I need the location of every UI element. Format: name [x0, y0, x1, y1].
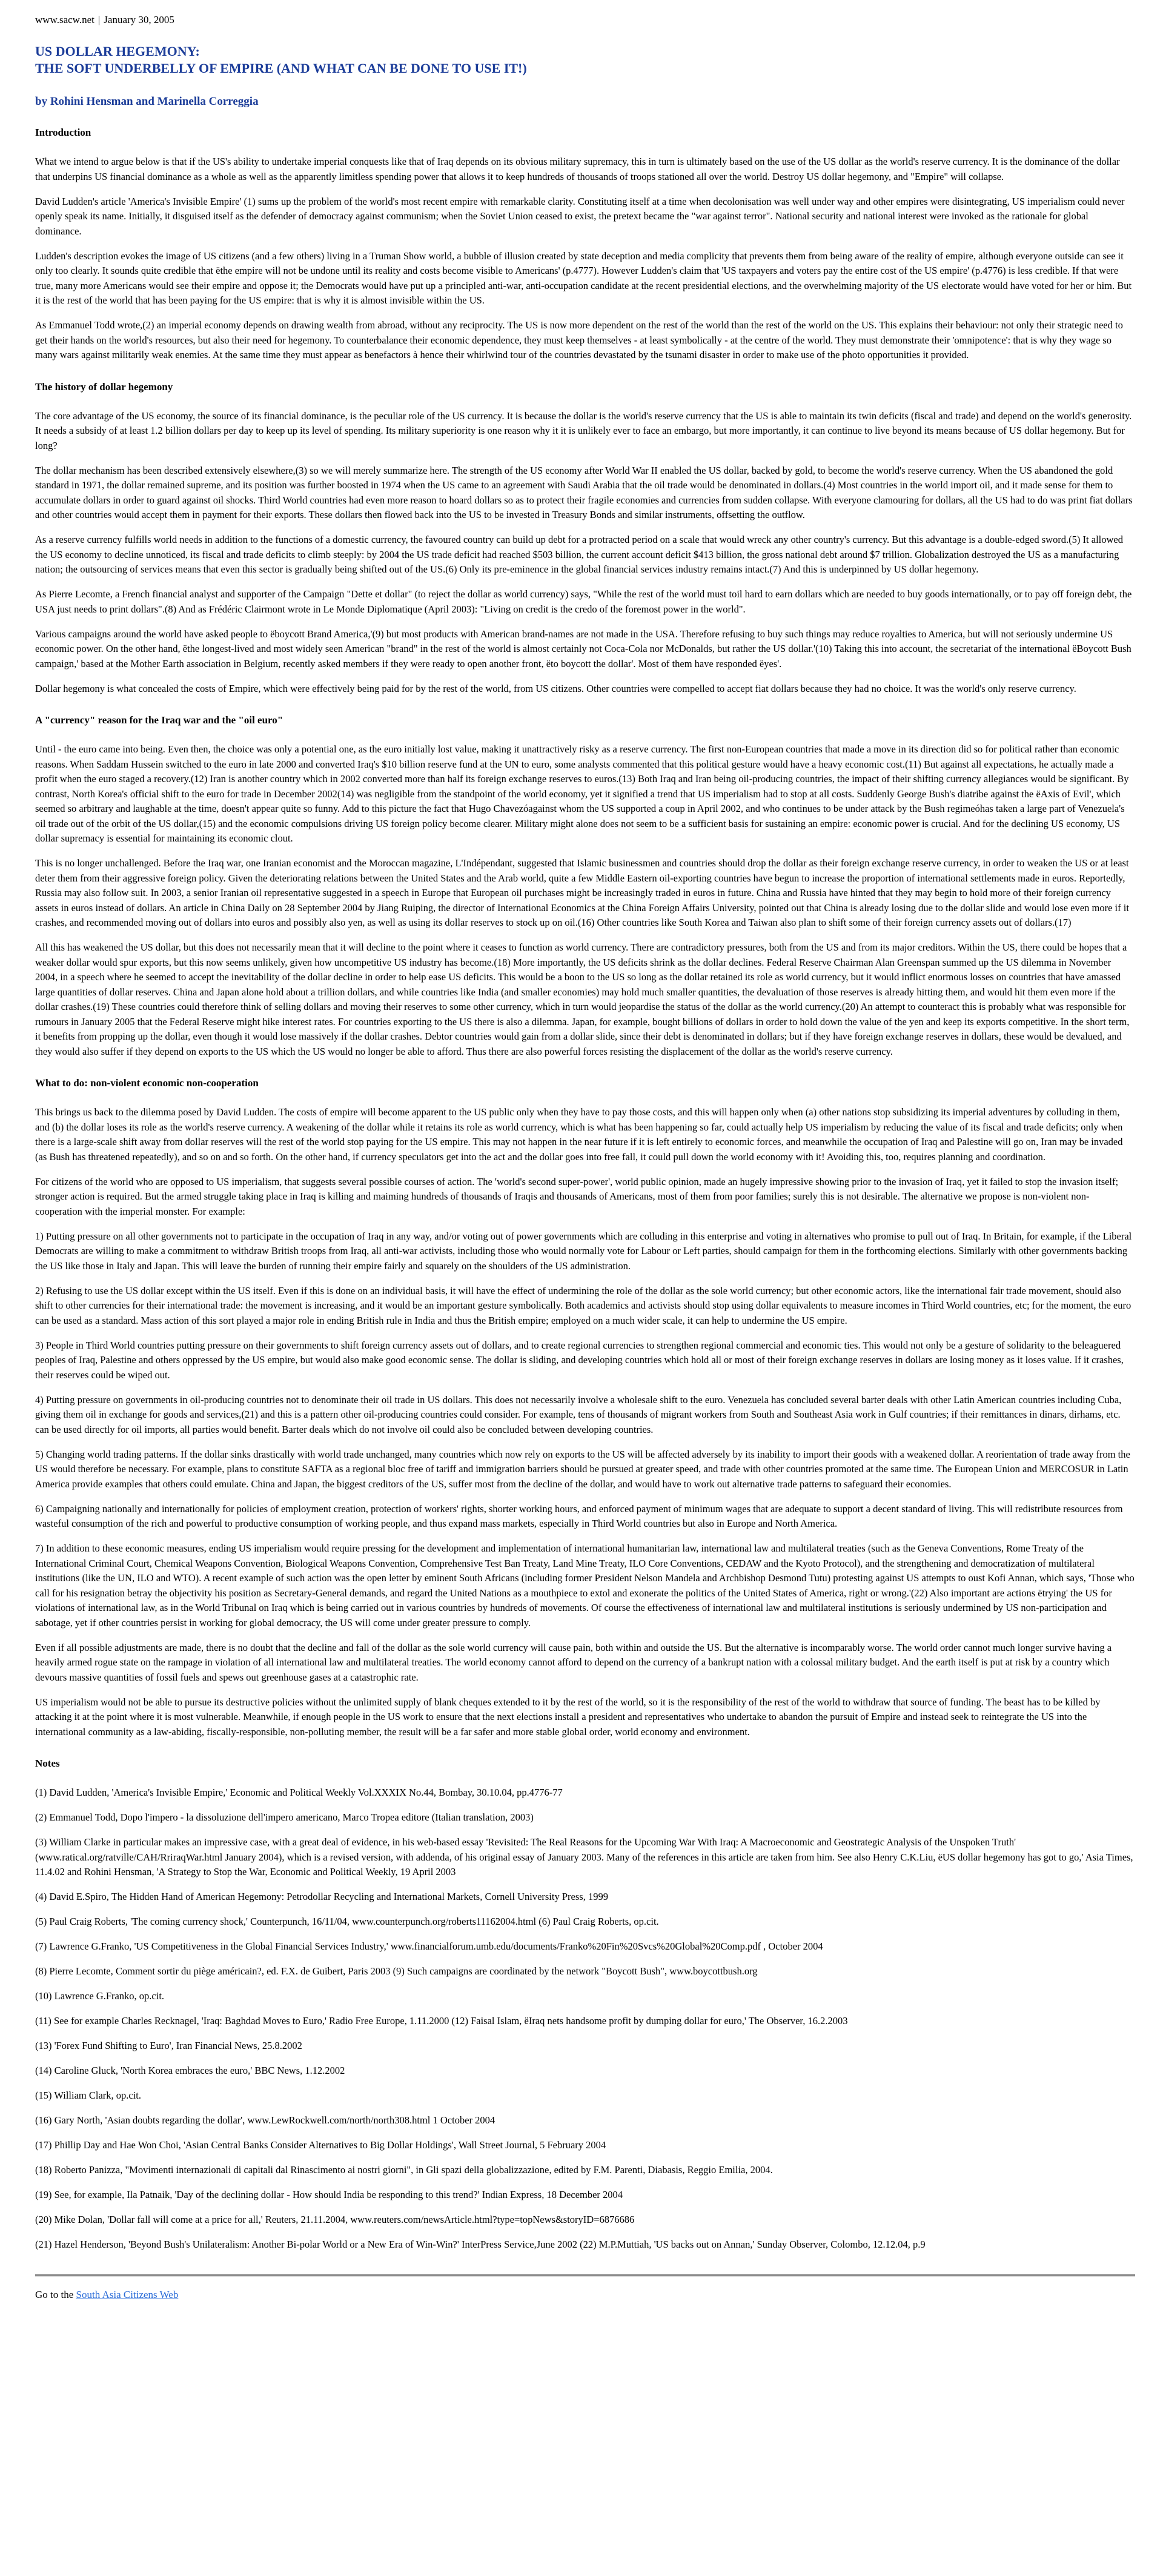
section-heading: A "currency" reason for the Iraq war and the "oil euro"	[35, 714, 283, 726]
article-paragraph: (17) Phillip Day and Hae Won Choi, 'Asian Central Banks Consider Alternatives to Big Dollar Holdings', Wall Street Journal, 5 February 2004	[35, 2139, 606, 2151]
article-paragraph: (5) Paul Craig Roberts, 'The coming currency shock,' Counterpunch, 16/11/04, www.counterpunch.org/roberts11162004.html (6) Paul Craig Roberts, op.cit.	[35, 1916, 659, 1927]
article-paragraph: (18) Roberto Panizza, "Movimenti internazionali di capitali dal Rinascimento ai nostri giorni", in Gli spazi della globalizzazione, edited by F.M. Parenti, Diabasis, Reggio Emilia, 2004.	[35, 2164, 773, 2176]
footer-divider	[35, 2274, 1135, 2277]
section-heading: Notes	[35, 1758, 60, 1769]
article-paragraph: Various campaigns around the world have asked people to ëboycott Brand America,'(9) but most products with American brand-names are not made in the USA. Therefore refusing to buy such things may reduce royalties to America, but will not seriously undermine US economic power. On the other hand, ëthe longest-lived and most widely seen American "brand" in the rest of the world is almost certainly not Coca-Cola nor McDonalds, but rather the US dollar.'(10) Taking this into account, the secretariat of the international ëBoycott Bush campaign,' based at the Mother Earth association in Belgium, recently asked members if they were ready to open another front, ëto boycott the dollar'. Most of them have responded ëyes'.	[35, 628, 1132, 669]
byline: by Rohini Hensman and Marinella Correggia	[35, 95, 259, 108]
article-paragraph: As a reserve currency fulfills world needs in addition to the functions of a domestic currency, the favoured country can build up debt for a protracted period on a scale that would wreck any other country's currency. But this advantage is a double-edged sword.(5) It allowed the US economy to decline unnoticed, its fiscal and trade deficits to climb steeply: by 2004 the US trade deficit had reached $503 billion, the current account deficit $413 billion, the gross national debt around $7 trillion. Globalization destroyed the US as a manufacturing nation; the outsourcing of services means that even this sector is gradually being shifted out of the US.(6) Only its pre-eminence in the global financial services industry remains intact.(7) And this is underpinned by US dollar hegemony.	[35, 534, 1123, 575]
article-paragraph: The core advantage of the US economy, the source of its financial dominance, is the peculiar role of the US currency. It is because the dollar is the world's reserve currency that the US is able to maintain its twin deficits (fiscal and trade) and depend on the world's generosity. It needs a subsidy of at least 1.2 billion dollars per day to keep up its level of spending. Its military superiority is one reason why it it is unlikely ever to face an embargo, but more importantly, it can continue to live beyond its means because of US dollar hegemony. But for long?	[35, 410, 1132, 451]
section-heading: Introduction	[35, 127, 91, 138]
site-domain: www.sacw.net	[35, 14, 94, 25]
article-paragraph: (1) David Ludden, 'America's Invisible Empire,' Economic and Political Weekly Vol.XXXIX No.44, Bombay, 30.10.04, pp.4776-77	[35, 1787, 563, 1798]
article-paragraph: Dollar hegemony is what concealed the costs of Empire, which were effectively being paid for by the rest of the world, from US citizens. Other countries were compelled to accept fiat dollars because they had no choice. It was the world's only reserve currency.	[35, 682, 1076, 694]
article-body	[35, 125, 1135, 2252]
article-paragraph: As Pierre Lecomte, a French financial analyst and supporter of the Campaign "Dette et dollar" (to reject the dollar as world currency) says, "While the rest of the world must toil hard to earn dollars which are needed to buy goods internationally, or to pay off foreign debt, the USA just needs to print dollars".(8) And as Frédéric Clairmont wrote in Le Monde Diplomatique (April 2003): "Living on credit is the credo of the foremost power in the world".	[35, 588, 1132, 615]
article-paragraph: (21) Hazel Henderson, 'Beyond Bush's Unilateralism: Another Bi-polar World or a New Era of Win-Win?' InterPress Service,June 2002 (22) M.P.Muttiah, 'US backs out on Annan,' Sunday Observer, Colombo, 12.12.04, p.9	[35, 2239, 926, 2250]
article-paragraph: David Ludden's article 'America's Invisible Empire' (1) sums up the problem of the world's most recent empire with remarkable clarity. Constituting itself at a time when decolonisation was well under way and other empires were disintegrating, US imperialism could never openly speak its name. Initially, it disguised itself as the defender of democracy against communism; when the Soviet Union ceased to exist, the pretext became the "war against terror". National security and national interest were invoked as the rationale for global dominance.	[35, 195, 1125, 237]
article-paragraph: 7) In addition to these economic measures, ending US imperialism would require pressing for the development and implementation of international humanitarian law, international law and multilateral treaties (such as the Geneva Conventions, Rome Treaty of the International Criminal Court, Chemical Weapons Convention, Biological Weapons Convention, Comprehensive Test Ban Treaty, Land Mine Treaty, ILO Core Conventions, CEDAW and the Kyoto Protocol), and the strengthening and democratization of multilateral institutions (like the UN, ILO and WTO). A recent example of such action was the open letter by eminent South Africans (including former President Nelson Mandela and Archbishop Desmond Tutu) protesting against US attempts to oust Kofi Annan, which says, 'Those who call for his resignation betray the objectivity his position as Secretary-General demands, and regard the United Nations as a mouthpiece to extol and exonerate the politics of the United States of America, right or wrong.'(22) Also important are actions ëtrying' the US for violations of international law, as in the World Tribunal on Iraq which is being carried out in various countries by hundreds of movements. Of course the effectiveness of international law and multilateral institutions is seriously undermined by US non-participation and sabotage, yet if other countries persist in working for global democracy, the US will come under greater pressure to comply.	[35, 1542, 1135, 1628]
article-paragraph: (11) See for example Charles Recknagel, 'Iraq: Baghdad Moves to Euro,' Radio Free Europe, 1.11.2000 (12) Faisal Islam, ëIraq nets handsome profit by dumping dollar for euro,' The Observer, 16.2.2003	[35, 2015, 848, 2027]
article-paragraph: As Emmanuel Todd wrote,(2) an imperial economy depends on drawing wealth from abroad, without any reciprocity. The US is now more dependent on the rest of the world than the rest of the world on the US. This explains their behaviour: not only their strategic need to get their hands on the world's resources, but also their need for hegemony. To counterbalance their economic dependence, they must keep themselves - at least symbolically - at the centre of the world. They must demonstrate their 'omnipotence': that is why they wage so many wars against militarily weak enemies. At the same time they must appear as benefactors à hence their whirlwind tour of the countries devastated by the tsunami disaster in order to make use of the photo opportunities it provided.	[35, 319, 1123, 360]
article-paragraph: (14) Caroline Gluck, 'North Korea embraces the euro,' BBC News, 1.12.2002	[35, 2065, 345, 2076]
section-heading: What to do: non-violent economic non-cooperation	[35, 1077, 259, 1089]
article-paragraph: (13) 'Forex Fund Shifting to Euro', Iran Financial News, 25.8.2002	[35, 2040, 302, 2051]
article-paragraph: (3) William Clarke in particular makes an impressive case, with a great deal of evidence, in his web-based essay 'Revisited: The Real Reasons for the Upcoming War With Iraq: A Macroeconomic and Geostrategic Analysis of the Unspoken Truth' (www.ratical.org/ratville/CAH/RriraqWar.html January 2004), which is a revised version, with addenda, of his original essay of January 2003. Many of the references in this article are taken from him. See also Henry C.K.Liu, ëUS dollar hegemony has got to go,' Asia Times, 11.4.02 and Rohini Hensman, 'A Strategy to Stop the War, Economic and Political Weekly, 19 April 2003	[35, 1836, 1133, 1877]
article-paragraph: 4) Putting pressure on governments in oil-producing countries not to denominate their oil trade in US dollars. This does not necessarily involve a wholesale shift to the euro. Venezuela has concluded several barter deals with other Latin American countries including Cuba, giving them oil in exchange for goods and services,(21) and this is a pattern other oil-producing countries could consider. For example, tens of thousands of migrant workers from South and Southeast Asia work in Gulf countries; if their remittances in dinars, dirhams, etc. can be used directly for oil imports, all parties would benefit. Barter deals which do not involve oil could also be concluded between developing countries.	[35, 1393, 1122, 1435]
article-paragraph: (16) Gary North, 'Asian doubts regarding the dollar', www.LewRockwell.com/north/north308.html 1 October 2004	[35, 2114, 495, 2126]
site-header	[35, 13, 1135, 27]
article-paragraph: For citizens of the world who are opposed to US imperialism, that suggests several possible courses of action. The 'world's second super-power', world public opinion, made an hugely impressive showing prior to the invasion of Iraq, yet it failed to stop the invasion itself; stronger action is required. But the armed struggle taking place in Iraq is killing and maiming hundreds of thousands of Iraqis and thousands of Americans, most of them from poor families; surely this is not desirable. The alternative we propose is non-violent non-cooperation with the imperial monster. For example:	[35, 1175, 1119, 1217]
article-paragraph: This is no longer unchallenged. Before the Iraq war, one Iranian economist and the Moroccan magazine, L'Indépendant, suggested that Islamic businessmen and countries should drop the dollar as their foreign exchange reserve currency, in order to weaken the US or at least deter them from their aggressive foreign policy. Given the deteriorating relations between the United States and the Arab world, quite a few Middle Eastern oil-exporting countries have begun to increase the proportion of international settlements made in euros. Reportedly, Russia may also follow suit. In 2003, a senior Iranian oil representative suggested in a speech in Europe that European oil purchases might be increasingly traded in euros in future. China and Russia have hinted that they may begin to hold more of their foreign currency assets in euros instead of dollars. An article in China Daily on 28 September 2004 by Jiang Ruiping, the director of International Economics at the China Foreign Affairs University, pointed out that China is already losing due to the dollar slide and would lose even more if it crashes, and recommended moving out of dollars into euros and possibly also yen, as well as using its dollar reserves to stock up on oil.(16) Other countries like South Korea and Taiwan also plan to shift some of their foreign currency assets out of dollars.(17)	[35, 857, 1129, 928]
article-paragraph: 3) People in Third World countries putting pressure on their governments to shift foreign currency assets out of dollars, and to create regional currencies to strengthen regional commercial and economic ties. This would not only be a gesture of solidarity to the beleaguered peoples of Iraq, Palestine and others oppressed by the US empire, but would also make good economic sense. The dollar is sliding, and developing countries which hold all or most of their foreign exchange reserves in dollars are losing money as it loses value. If it crashes, their reserves could be wiped out.	[35, 1339, 1124, 1381]
article-paragraph: (20) Mike Dolan, 'Dollar fall will come at a price for all,' Reuters, 21.11.2004, www.reuters.com/newsArticle.html?type=topNews&storyID=6876686	[35, 2214, 635, 2225]
article-paragraph: 5) Changing world trading patterns. If the dollar sinks drastically with world trade unchanged, many countries which now rely on exports to the US will be affected adversely by its inability to import their goods with a weakened dollar. A reorientation of trade away from the US would therefore be necessary. For example, plans to constitute SAFTA as a regional bloc free of tariff and immigration barriers should be pursued at greater speed, and trade with other countries promoted at the same time. The European Union and MERCOSUR in Latin America provide examples that others could emulate. China and Japan, the biggest creditors of the US, suffer most from the decline of the dollar, and would have to work out alternative trade patterns to safeguard their economies.	[35, 1448, 1130, 1490]
article-paragraph: Ludden's description evokes the image of US citizens (and a few others) living in a Truman Show world, a bubble of illusion created by state deception and media complicity that prevents them from being aware of the reality of empire, although everyone outside can see it only too clearly. It sounds quite credible that ëthe empire will not be undone until its reality and costs become visible to Americans' (p.4777). However Ludden's claim that 'US taxpayers and voters pay the entire cost of the US empire' (p.4776) is less credible. If that were true, many more Americans would see their empire and oppose it; the Democrats would have put up a principled anti-war, anti-occupation candidate at the recent presidential elections, and the overwhelming majority of the US electorate would have voted for her or him. But it is the rest of the world that has been paying for the US empire: that is why it is almost invisible within the US.	[35, 250, 1132, 306]
article-paragraph: (19) See, for example, Ila Patnaik, 'Day of the declining dollar - How should India be responding to this trend?' Indian Express, 18 December 2004	[35, 2189, 623, 2200]
header-date: January 30, 2005	[104, 14, 174, 25]
article-paragraph: (7) Lawrence G.Franko, 'US Competitiveness in the Global Financial Services Industry,' www.financialforum.umb.edu/documents/Franko%20Fin%20Svcs%20Global%20Comp.pdf , October 2004	[35, 1940, 823, 1952]
sacw-link[interactable]: South Asia Citizens Web	[76, 2288, 179, 2300]
header-separator: |	[98, 14, 101, 25]
article-paragraph: (15) William Clark, op.cit.	[35, 2090, 141, 2101]
article-paragraph: 6) Campaigning nationally and internationally for policies of employment creation, protection of workers' rights, shorter working hours, and enforced payment of minimum wages that are adequate to support a decent standard of living. This will redistribute resources from wasteful consumption of the rich and powerful to productive consumption of working people, and thus expand mass markets, especially in Third World countries but also in Europe and North America.	[35, 1502, 1123, 1529]
article-paragraph: (2) Emmanuel Todd, Dopo l'impero - la dissoluzione dell'impero americano, Marco Tropea editore (Italian translation, 2003)	[35, 1811, 534, 1823]
article-paragraph: US imperialism would not be able to pursue its destructive policies without the unlimited supply of blank cheques extended to it by the rest of the world, so it is the responsibility of the rest of the world to withdraw that source of funding. The beast has to be killed by attacking it at the point where it is most vulnerable. Meanwhile, if enough people in the US work to ensure that the next elections install a president and representatives who undertake to abandon the pursuit of Empire and instead seek to reintegrate the US into the international community as a law-abiding, fiscally-responsible, non-polluting member, the result will be a far safer and more stable global order, world economy and environment.	[35, 1696, 1101, 1738]
article-paragraph: Even if all possible adjustments are made, there is no doubt that the decline and fall of the dollar as the sole world currency will cause pain, both within and outside the US. But the alternative is incomparably worse. The world order cannot much longer survive having a heavily armed rogue state on the rampage in violation of all international law and multilateral treaties. The world economy cannot afford to depend on the currency of a bankrupt nation with a colossal military budget. And the earth itself is put at risk by a country which devours massive quantities of fossil fuels and spews out greenhouse gases at a catastrophic rate.	[35, 1641, 1112, 1683]
article-paragraph: All this has weakened the US dollar, but this does not necessarily mean that it will decline to the point where it ceases to function as world currency. There are contradictory pressures, both from the US and from its major creditors. Within the US, there could be hopes that a weaker dollar would spur exports, but this now seems unlikely, given how uncompetitive US industry has become.(18) More importantly, the US deficits shrink as the dollar declines. Federal Reserve Chairman Alan Greenspan summed up the US dilemma in November 2004, in a speech where he seemed to accept the inevitability of the dollar decline in order to help ease US deficits. This would be a boon to the US so long as the dollar retained its role as world currency, but it would inflict enormous losses on countries that have amassed large quantities of dollar reserves. China and Japan alone hold about a trillion dollars, and while countries like India (and smaller economies) may hold much smaller quantities, the devaluation of those reserves is already hitting them, and would hit them even more if the dollar crashes.(19) These countries could therefore think of selling dollars and moving their reserves to some other currency, which in turn would jeopardise the status of the dollar as the world currency.(20) An attempt to counteract this is probably what was responsible for rumours in January 2005 that the Federal Reserve might hike interest rates. For countries exporting to the US there is also a dilemma. Japan, for example, bought billions of dollars in order to hold down the value of the yen and keep its exports competitive. In the short term, it benefits from propping up the dollar, even though it would lose massively if the dollar crashes. Debtor countries would gain from a dollar slide, since their debt is denominated in dollars; but if they have foreign exchange reserves in dollars, these would be devalued, and they would also suffer if they depend on exports to the US which the US would no longer be able to afford. Thus there are also powerful forces resisting the displacement of the dollar as the world's reserve currency.	[35, 941, 1130, 1057]
title-line-2: THE SOFT UNDERBELLY OF EMPIRE (AND WHAT CAN BE DONE TO USE IT!)	[35, 61, 527, 76]
article-paragraph: What we intend to argue below is that if the US's ability to undertake imperial conquests like that of Iraq depends on its obvious military supremacy, this in turn is ultimately based on the use of the US dollar as the world's reserve currency. It is the dominance of the dollar that underpins US financial dominance as a whole as well as the apparently limitless spending power that allows it to keep hundreds of thousands of troops stationed all over the world. Destroy US dollar hegemony, and "Empire" will collapse.	[35, 156, 1120, 182]
article-paragraph: The dollar mechanism has been described extensively elsewhere,(3) so we will merely summarize here. The strength of the US economy after World War II enabled the US dollar, backed by gold, to become the world's reserve currency. When the US abandoned the gold standard in 1971, the dollar remained supreme, and its position was further boosted in 1974 when the US came to an agreement with Saudi Arabia that the oil trade would be denominated in dollars.(4) Most countries in the world import oil, and it made sense for them to accumulate dollars in order to guard against oil shocks. Third World countries had even more reason to hoard dollars so as to protect their fragile economies and currencies from sudden collapse. With everyone clamouring for dollars, all the US had to do was print fiat dollars and other countries would accept them in payment for their exports. These dollars then flowed back into the US to be invested in Treasury Bonds and similar instruments, offsetting the outflow.	[35, 464, 1133, 520]
article-paragraph: This brings us back to the dilemma posed by David Ludden. The costs of empire will become apparent to the US public only when they have to pay those costs, and this will happen only when (a) other nations stop subsidizing its imperial adventures by colluding in them, and (b) the dollar loses its role as the world's reserve currency. A weakening of the dollar while it retains its role as world currency, which is what has been happening so far, could actually help US imperialism by reducing the value of its fiscal and trade deficits; only when there is a large-scale shift away from dollar reserves will the rest of the world stop paying for the US empire. This may not happen in the near future if it is left entirely to economic forces, and meanwhile the occupation of Iraq and Palestine will go on, Iran may be invaded (as Bush has threatened repeatedly), and so on and so forth. On the other hand, if currency speculators get into the act and the dollar goes into free fall, it could pull down the world economy with it! Avoiding this, too, requires planning and coordination.	[35, 1106, 1123, 1163]
article-paragraph: (4) David E.Spiro, The Hidden Hand of American Hegemony: Petrodollar Recycling and International Markets, Cornell University Press, 1999	[35, 1891, 608, 1902]
footer-text: Go to the	[35, 2288, 76, 2300]
article-paragraph: Until - the euro came into being. Even then, the choice was only a potential one, as the euro initially lost value, making it unattractively risky as a reserve currency. The first non-European countries that made a move in its direction did so for political rather than economic reasons. When Saddam Hussein switched to the euro in late 2000 and converted Iraq's $10 billion reserve fund at the UN to euro, some analysts commented that this political gesture would have a heavy economic cost.(11) But against all expectations, he actually made a profit when the euro staged a recovery.(12) Iran is another country which in 2002 converted more than half its foreign exchange reserves to euros.(13) Both Iraq and Iran being oil-producing countries, the impact of their shifting currency allegiances would be significant. By contrast, North Korea's official shift to the euro for trade in December 2002(14) was negligible from the standpoint of the world economy, yet it signified a trend that US imperialism had to stop at all costs. Suddenly George Bush's diatribe against the ëAxis of Evil', which seemed so arbitrary and laughable at the time, doesn't appear quite so funny. Add to this picture the fact that Hugo Chavezóagainst whom the US supported a coup in April 2002, and who continues to be under attack by the Bush regimeóhas taken a large part of Venezuela's oil trade out of the orbit of the US dollar,(15) and the economic compulsions driving US foreign policy become clearer. Military might alone does not seem to be a sufficient basis for sustaining an empire: economic power is crucial. And for the declining US economy, US dollar supremacy is essential for maintaining its economic clout.	[35, 743, 1129, 844]
section-heading: The history of dollar hegemony	[35, 380, 173, 393]
article-title	[35, 43, 1135, 77]
title-line-1: US DOLLAR HEGEMONY:	[35, 44, 200, 59]
footer	[35, 2288, 1135, 2302]
article-paragraph: (10) Lawrence G.Franko, op.cit.	[35, 1990, 165, 2002]
article-paragraph: 2) Refusing to use the US dollar except within the US itself. Even if this is done on an individual basis, it will have the effect of undermining the role of the dollar as the sole world currency; but other economic actors, like the international fair trade movement, should also shift to other currencies for their international trade: the movement is increasing, and it would be an important gesture symbolically. Both academics and activists should stop using dollar equivalents to measure incomes in Third World countries, etc; for the moment, the euro can be used as a standard. Mass action of this sort played a major role in ending British rule in India and thus the British empire; employed on a much wider scale, it can help to undermine the US empire.	[35, 1284, 1132, 1326]
article-paragraph: (8) Pierre Lecomte, Comment sortir du piège américain?, ed. F.X. de Guibert, Paris 2003 (9) Such campaigns are coordinated by the network "Boycott Bush", www.boycottbush.org	[35, 1965, 758, 1977]
article-paragraph: 1) Putting pressure on all other governments not to participate in the occupation of Iraq in any way, and/or voting out of power governments which are colluding in this enterprise and voting in alternatives who promise to pull out of Iraq. In Britain, for example, if the Liberal Democrats are willing to make a commitment to withdraw British troops from Iraq, all anti-war activists, including those who would normally vote for Labour or Left parties, should campaign for them in the forthcoming elections. Similarly with other governments backing the US like those in Italy and Japan. This will leave the burden of running their empire fairly and squarely on the shoulders of the US administration.	[35, 1230, 1132, 1272]
